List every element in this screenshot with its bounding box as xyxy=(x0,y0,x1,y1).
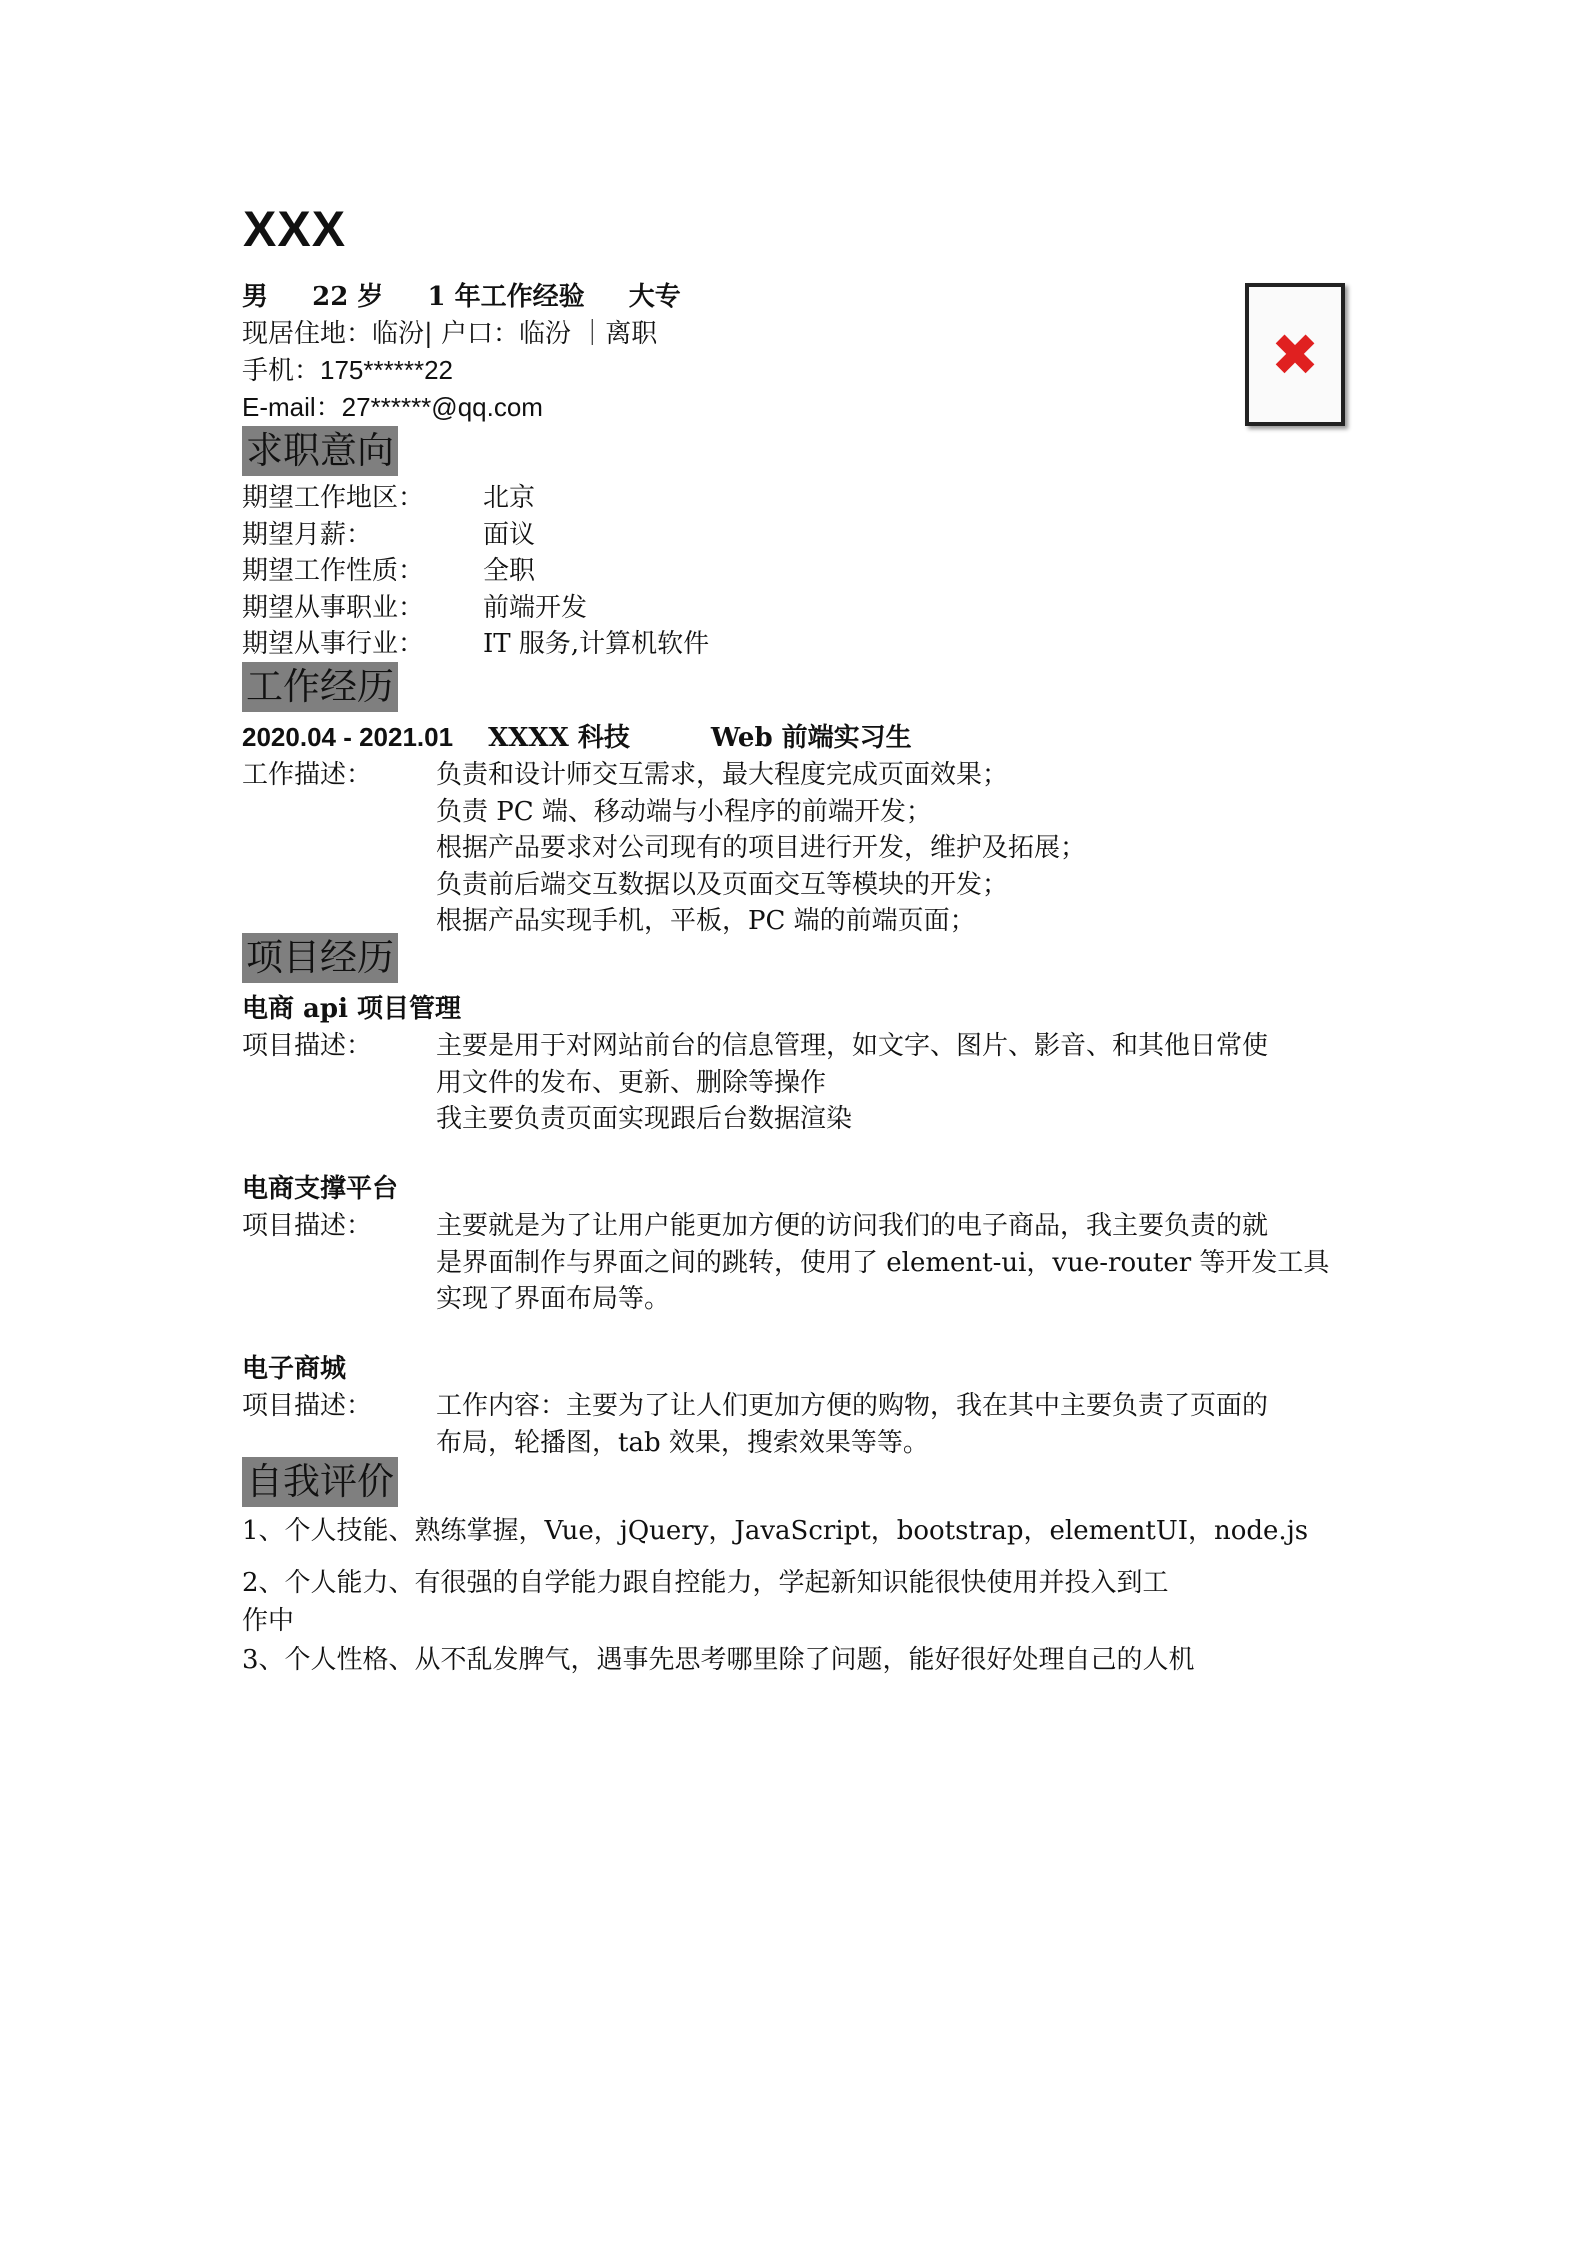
work-position: Web 前端实习生 xyxy=(710,723,912,753)
experience: 1 年工作经验 xyxy=(427,282,585,312)
work-period: 2020.04 - 2021.01 xyxy=(242,722,454,752)
section-heading-projects: 项目经历 xyxy=(242,933,398,983)
project-desc-label: 项目描述： xyxy=(242,1211,373,1241)
intent-value: 全职 xyxy=(483,556,536,586)
project-title: 电子商城 xyxy=(242,1354,347,1384)
candidate-name: XXX xyxy=(243,201,347,257)
intent-value: 面议 xyxy=(483,519,536,550)
work-company: XXXX 科技 xyxy=(488,723,630,753)
intent-label: 期望从事职业： xyxy=(242,592,425,623)
project-title: 电商支撑平台 xyxy=(242,1174,399,1204)
project-desc-line: 我主要负责页面实现跟后台数据渲染 xyxy=(436,1104,853,1134)
work-desc-line: 根据产品要求对公司现有的项目进行开发，维护及拓展； xyxy=(436,833,1087,863)
education: 大专 xyxy=(628,282,681,312)
project-desc-line: 是界面制作与界面之间的跳转，使用了 element-ui，vue-router 等开发工具 xyxy=(436,1247,1330,1278)
section-heading-work: 工作经历 xyxy=(242,662,398,712)
project-title: 电商 api 项目管理 xyxy=(242,994,462,1024)
gender: 男 xyxy=(242,282,269,312)
project-desc-line: 主要是用于对网站前台的信息管理，如文字、图片、影音、和其他日常使 xyxy=(436,1031,1269,1061)
work-desc-line: 负责和设计师交互需求，最大程度完成页面效果； xyxy=(436,760,1009,790)
section-heading-self: 自我评价 xyxy=(242,1457,398,1507)
profile-photo-placeholder xyxy=(1245,283,1345,426)
intent-label: 期望从事行业： xyxy=(242,629,425,659)
work-header-line xyxy=(242,717,912,754)
intent-value: 前端开发 xyxy=(483,592,588,623)
phone-line: 手机：175******22 xyxy=(242,355,454,385)
project-desc-label: 项目描述： xyxy=(242,1031,373,1061)
work-desc-line: 负责前后端交互数据以及页面交互等模块的开发； xyxy=(436,869,1009,900)
basic-info-line xyxy=(242,276,681,313)
residence-line: 现居住地：临汾| 户口：临汾 ｜离职 xyxy=(242,319,658,349)
intent-value: IT 服务,计算机软件 xyxy=(483,629,710,659)
project-desc-line: 实现了界面布局等。 xyxy=(436,1284,671,1314)
email-line: E-mail：27******@qq.com xyxy=(242,392,543,422)
self-evaluation-line: 2、个人能力、有很强的自学能力跟自控能力，学起新知识能很快使用并投入到工 xyxy=(242,1568,1169,1598)
work-desc-line: 负责 PC 端、移动端与小程序的前端开发； xyxy=(436,796,932,827)
project-desc-label: 项目描述： xyxy=(242,1391,373,1421)
age: 22 岁 xyxy=(312,282,384,312)
self-evaluation-line: 3、个人性格、从不乱发脾气，遇事先思考哪里除了问题，能好很好处理自己的人机 xyxy=(242,1645,1195,1675)
project-desc-line: 用文件的发布、更新、删除等操作 xyxy=(436,1067,827,1098)
project-desc-line: 工作内容：主要为了让人们更加方便的购物，我在其中主要负责了页面的 xyxy=(436,1391,1269,1421)
intent-label: 期望工作性质： xyxy=(242,556,425,586)
intent-label: 期望月薪： xyxy=(242,519,373,550)
intent-label: 期望工作地区： xyxy=(242,483,425,513)
broken-image-icon: ✖ xyxy=(1270,320,1320,389)
section-heading-intent: 求职意向 xyxy=(242,426,398,476)
intent-value: 北京 xyxy=(483,483,536,513)
work-desc-line: 根据产品实现手机，平板，PC 端的前端页面； xyxy=(436,906,976,936)
work-desc-label: 工作描述： xyxy=(242,760,373,790)
self-evaluation-line: 1、个人技能、熟练掌握，Vue，jQuery，JavaScript，bootstrap，elementUI，node.js xyxy=(242,1516,1309,1546)
project-desc-line: 主要就是为了让用户能更加方便的访问我们的电子商品，我主要负责的就 xyxy=(436,1211,1269,1241)
self-evaluation-line: 作中 xyxy=(242,1606,295,1636)
project-desc-line: 布局，轮播图，tab 效果，搜索效果等等。 xyxy=(436,1427,929,1458)
